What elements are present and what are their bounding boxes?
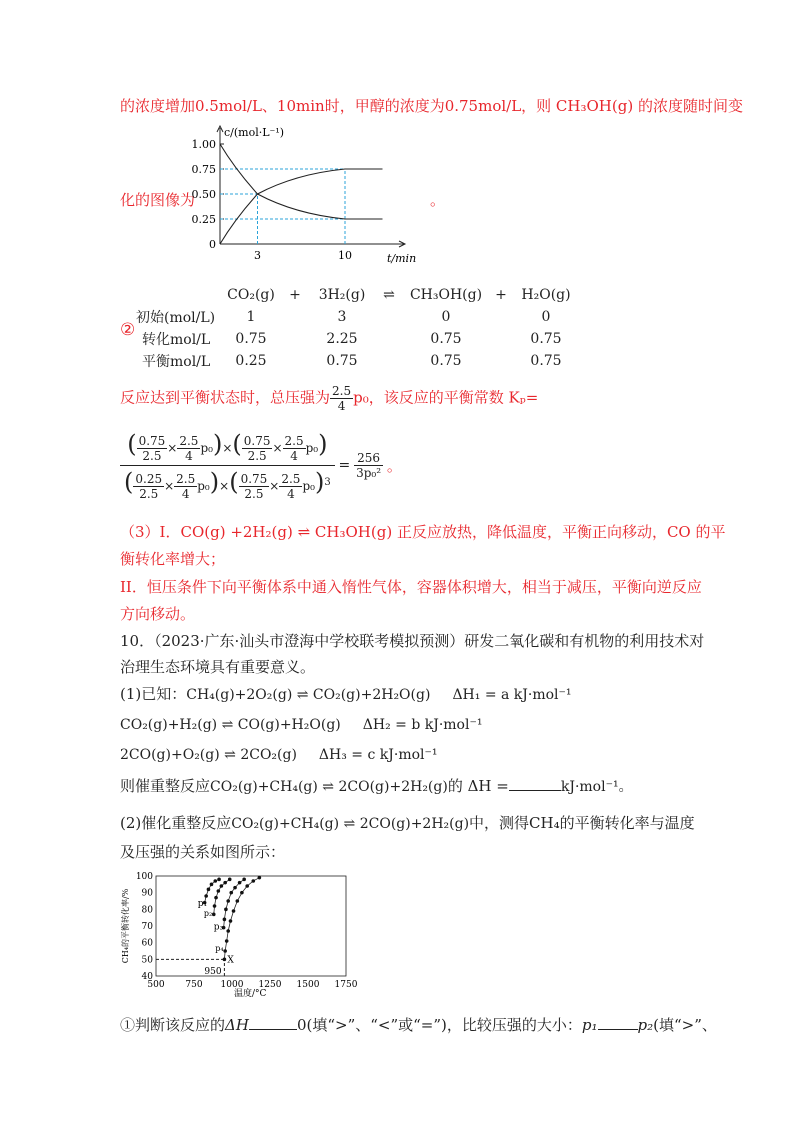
- p2-eq: CO₂(g)+CH₄(g) ⇌ 2CO(g)+2H₂(g): [231, 816, 470, 832]
- data-point: [233, 886, 237, 890]
- x-tick-label: 1500: [296, 980, 320, 990]
- q10-ask: [120, 776, 633, 797]
- frac-num: 2.5: [176, 472, 196, 486]
- frac-num: 2.5: [281, 472, 301, 486]
- q10-eq1: [120, 684, 572, 705]
- q10-eq2: [120, 714, 482, 735]
- series-line-p4: [224, 878, 259, 960]
- frac-den: 2.5: [139, 487, 159, 501]
- y-tick-label: 0.50: [191, 188, 216, 201]
- p2-prefix: (2)催化重整反应: [120, 814, 232, 832]
- data-point: [226, 929, 230, 933]
- label-p2: p₂: [203, 909, 213, 918]
- kp-exponent: 3: [324, 477, 331, 488]
- y-tick-label: 60: [141, 938, 153, 949]
- ice-header-ch3oh: CH₃OH(g): [409, 287, 483, 303]
- ice-header-h2o: H₂O(g): [521, 287, 571, 303]
- kp-result: [354, 451, 383, 480]
- p2-suffix: 中，测得CH₄的平衡转化率与温度: [469, 814, 695, 832]
- frac-num: 2.5: [332, 384, 352, 398]
- q10-part2-line2: 及压强的关系如图所示：: [120, 843, 286, 861]
- pressure-prefix: 反应达到平衡状态时，总压强为: [120, 388, 331, 407]
- pressure-fraction: [330, 384, 353, 413]
- kp-p: p₀: [302, 479, 315, 493]
- x-tick-label: 500: [147, 980, 165, 990]
- x-tick-label: 1000: [220, 980, 244, 990]
- ice-header-plus2: +: [495, 287, 507, 303]
- ice-header-eq: ⇌: [383, 287, 395, 303]
- answer-blank-dh[interactable]: [509, 776, 561, 791]
- label-p4: p₄: [215, 944, 224, 953]
- frac-den: 4: [287, 487, 295, 501]
- ice-cell: 0.25: [235, 353, 267, 369]
- last-prefix: ①判断该反应的: [120, 1016, 226, 1034]
- data-point: [224, 908, 228, 912]
- y-tick-label: 70: [141, 922, 153, 932]
- data-point: [258, 876, 262, 880]
- answer-blank-pressure[interactable]: [598, 1015, 638, 1030]
- frac-num: 0.75: [138, 434, 166, 448]
- ice-row-equilibrium: [136, 350, 576, 372]
- ice-cell: 0.75: [235, 331, 267, 347]
- y-tick-label: 40: [141, 972, 153, 982]
- answer-blank-sign[interactable]: [249, 1015, 297, 1030]
- ask-unit: kJ·mol⁻¹。: [560, 779, 633, 795]
- kp-p: p₀: [200, 441, 213, 455]
- frac-den: 2.5: [247, 449, 267, 463]
- frac-den: 4: [337, 399, 346, 413]
- series-line-decreasing: [220, 144, 383, 219]
- last-dh: ΔH: [225, 1016, 249, 1034]
- top-line-2-prefix: 化的图像为: [120, 191, 196, 209]
- data-point: [213, 879, 217, 883]
- ice-header-plus1: +: [289, 287, 301, 303]
- y-tick-label: 0.75: [191, 163, 216, 176]
- q10-eq3: [120, 744, 438, 765]
- ice-row-change: [136, 328, 576, 350]
- ice-row-label: 初始(mol/L): [136, 310, 216, 326]
- data-point: [226, 899, 230, 903]
- data-point: [232, 909, 236, 913]
- ice-row-label: 平衡mol/L: [142, 354, 211, 370]
- frac-num: 2.5: [284, 434, 304, 448]
- ice-cell: 0: [541, 309, 551, 325]
- label-p3: p₃: [213, 922, 224, 933]
- ice-cell: 0: [441, 309, 451, 325]
- y-axis-label: CH₄的平衡转化率/%: [121, 888, 130, 964]
- y-tick-label: 80: [141, 905, 153, 916]
- data-point: [223, 958, 227, 962]
- eq1-prefix: (1)已知：: [120, 685, 187, 703]
- x-tick-label: 10: [338, 249, 352, 262]
- ice-row-label: 转化mol/L: [142, 332, 211, 348]
- data-point: [245, 884, 249, 888]
- ask-prefix: 则催重整反应: [120, 777, 211, 795]
- frac-num: 256: [354, 451, 383, 466]
- eq1-dh: ΔH₁ = a kJ·mol⁻¹: [452, 687, 572, 703]
- ice-table: [136, 284, 576, 372]
- data-point: [223, 949, 227, 953]
- series-line-increasing: [220, 169, 383, 244]
- data-point: [229, 891, 233, 895]
- last-p2: p₂: [637, 1016, 654, 1034]
- data-point: [204, 894, 208, 898]
- concentration-chart: [190, 122, 420, 270]
- pressure-var: p₀: [353, 388, 369, 407]
- x-tick-label: 1250: [258, 980, 282, 990]
- frac-num: 0.75: [240, 472, 268, 486]
- frac-den: 2.5: [142, 449, 162, 463]
- ice-cell: 0.75: [430, 331, 462, 347]
- eq3-text: 2CO(g)+O₂(g) ⇌ 2CO₂(g): [120, 747, 297, 763]
- ice-cell: 2.25: [326, 331, 358, 347]
- x-axis-label: t/min: [387, 252, 417, 265]
- y-tick-label: 0.25: [191, 213, 216, 226]
- data-point: [240, 891, 244, 895]
- top-line-1: 的浓度增加0.5mol/L、10min时，甲醇的浓度为0.75mol/L，则 CH₃OH(g) 的浓度随时间变: [120, 97, 743, 115]
- label-950: 950: [204, 967, 222, 977]
- data-point: [236, 899, 240, 903]
- eq1-text: CH₄(g)+2O₂(g) ⇌ CO₂(g)+2H₂O(g): [186, 687, 431, 703]
- data-point: [223, 918, 227, 922]
- label-p1: p₁: [197, 899, 208, 909]
- ice-cell: 0.75: [430, 353, 462, 369]
- kp-p: p₀: [305, 441, 319, 455]
- part3-line-3: II．恒压条件下向平衡体系中通入惰性气体，容器体积增大，相当于减压，平衡向逆反应: [120, 578, 702, 596]
- q10-line-1: 10．（2023·广东·汕头市澄海中学校联考模拟预测）研发二氧化碳和有机物的利用技术对: [120, 632, 705, 650]
- data-point: [212, 913, 216, 917]
- data-point: [220, 884, 224, 888]
- data-point: [225, 939, 229, 943]
- ice-cell: 3: [337, 309, 347, 325]
- q10-part2: [120, 813, 695, 834]
- kp-p: p₀: [197, 479, 210, 493]
- last-mid: 0(填“>”、“<”或“=”)，比较压强的大小：: [296, 1016, 582, 1034]
- data-point: [217, 878, 221, 882]
- x-tick-label: 750: [185, 980, 203, 990]
- ice-cell: 1: [246, 309, 256, 325]
- label-x: X: [227, 955, 234, 966]
- data-point: [238, 881, 242, 885]
- frac-den: 3p₀²: [356, 466, 382, 480]
- ice-cell: 0.75: [530, 331, 562, 347]
- pressure-line: [120, 384, 538, 413]
- pressure-suffix: ，该反应的平衡常数 Kₚ=: [368, 388, 539, 407]
- ice-marker: ②: [120, 320, 136, 340]
- last-suffix: (填“>”、: [653, 1016, 717, 1034]
- ask-eq: CO₂(g)+CH₄(g) ⇌ 2CO(g)+2H₂(g): [210, 779, 448, 795]
- ice-cell: 0.75: [326, 353, 358, 369]
- ice-header-co2: CO₂(g): [227, 287, 275, 303]
- ice-header-h2: 3H₂(g): [318, 287, 366, 303]
- data-point: [214, 896, 218, 900]
- ice-cell: 0.75: [530, 353, 562, 369]
- x-tick-label: 3: [254, 249, 261, 262]
- q10-last-line: [120, 1015, 717, 1035]
- plot-frame: [156, 876, 346, 976]
- x-axis-label: 温度/°C: [234, 989, 267, 998]
- data-point: [228, 878, 232, 882]
- data-point: [251, 879, 255, 883]
- y-tick-label: 50: [141, 955, 153, 966]
- frac-num: 0.25: [135, 472, 163, 486]
- frac-den: 2.5: [244, 487, 264, 501]
- y-tick-label: 90: [141, 888, 153, 899]
- data-point: [213, 904, 217, 908]
- data-point: [229, 919, 233, 923]
- x-tick-label: 1750: [334, 980, 358, 990]
- y-tick-label: 0: [209, 238, 216, 251]
- eq2-dh: ΔH₂ = b kJ·mol⁻¹: [362, 717, 483, 733]
- frac-num: 0.75: [243, 434, 271, 448]
- frac-den: 4: [290, 449, 298, 463]
- data-point: [210, 883, 214, 887]
- part3-line-2: 衡转化率增大；: [120, 550, 226, 568]
- top-line-2-suffix: 。: [430, 191, 446, 209]
- part3-line-4: 方向移动。: [120, 605, 196, 623]
- ask-mid: 的 ΔH =: [447, 777, 509, 795]
- part3-line-1: （3）I．CO(g) +2H₂(g) ⇌ CH₃OH(g) 正反应放热，降低温度，平衡正向移动，CO 的平: [120, 523, 726, 541]
- kp-numerator: ( $\frac{0.75}{2.5}$ × $\frac{2.5}{4}$ p₀)×( $\frac{0.75}{2.5}$ × $\frac{2.5}{4}$ p₀): [120, 430, 335, 466]
- y-tick-label: 100: [135, 872, 153, 882]
- kp-expression: ( $\frac{0.75}{2.5}$ × $\frac{2.5}{4}$ p₀)×( $\frac{0.75}{2.5}$ × $\frac{2.5}{4}$ p₀) ( $\frac{0.25}{2.5}$ × $\frac{2.5}{4}$ p₀)×( $\frac{0.75}{2.5}$ × $\frac{2.5}{4}$ p₀)$^3$ = $\frac{256}{\text{3p₀²}}$ 。: [120, 430, 402, 501]
- conversion-chart: [118, 866, 364, 998]
- kp-denominator: ( $\frac{0.25}{2.5}$ × $\frac{2.5}{4}$ p₀)×( $\frac{0.75}{2.5}$ × $\frac{2.5}{4}$ p₀)$^3$: [124, 468, 331, 501]
- data-point: [217, 889, 221, 893]
- data-point: [242, 878, 246, 882]
- eq3-dh: ΔH₃ = c kJ·mol⁻¹: [318, 747, 438, 763]
- frac-den: 4: [185, 449, 193, 463]
- y-axis-label: c/(mol·L⁻¹): [224, 126, 285, 139]
- y-tick-label: 1.00: [191, 138, 216, 151]
- frac-num: 2.5: [179, 434, 199, 448]
- ice-row-initial: [136, 306, 576, 328]
- eq2-text: CO₂(g)+H₂(g) ⇌ CO(g)+H₂O(g): [120, 717, 341, 733]
- data-point: [207, 888, 211, 892]
- kp-end: 。: [386, 457, 402, 475]
- last-p1: p₁: [581, 1016, 598, 1034]
- frac-den: 4: [181, 487, 190, 501]
- q10-line-2: 治理生态环境具有重要意义。: [120, 658, 316, 676]
- data-point: [223, 881, 227, 885]
